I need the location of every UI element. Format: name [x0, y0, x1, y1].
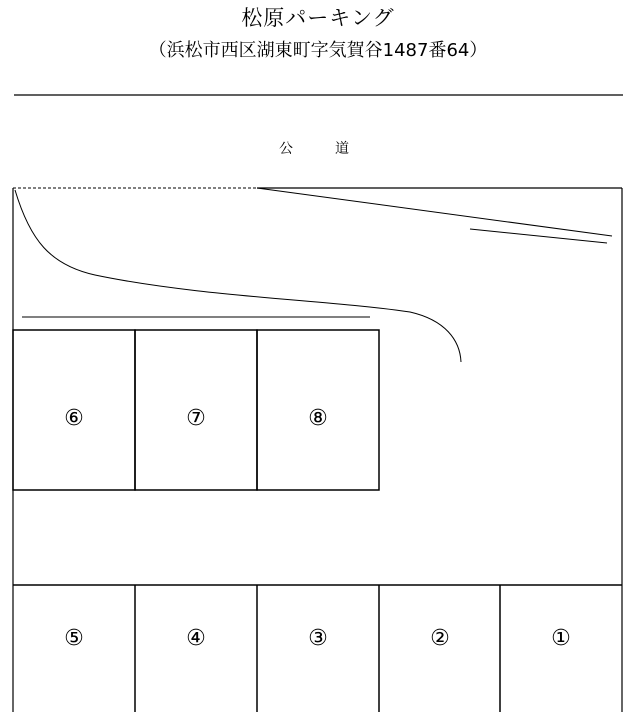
address-subtitle: （浜松市西区湖東町字気賀谷1487番64） [148, 40, 488, 61]
space-label-8: ⑧ [308, 406, 328, 431]
space-label-6: ⑥ [64, 406, 84, 431]
space-label-5: ⑤ [64, 626, 84, 651]
space-label-1: ① [551, 626, 571, 651]
space-label-3: ③ [308, 626, 328, 651]
road-diagonal-mark [470, 229, 607, 243]
space-label-7: ⑦ [186, 406, 206, 431]
upper-space-row [13, 330, 379, 490]
road-diagonal-edge [257, 188, 612, 236]
space-label-2: ② [430, 626, 450, 651]
lower-space-row [13, 585, 622, 712]
space-label-4: ④ [186, 626, 206, 651]
page-title: 松原パーキング [241, 6, 395, 30]
driveway-curve [15, 190, 461, 362]
public-road-label: 公 道 [279, 141, 363, 157]
